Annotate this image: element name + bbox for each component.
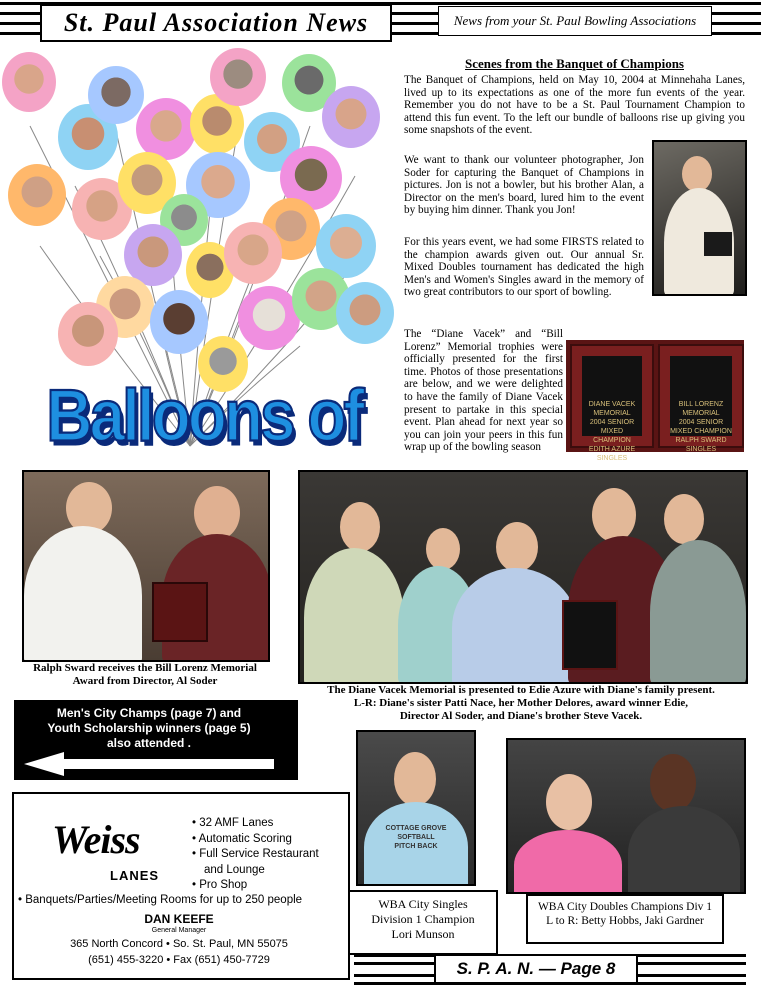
plaque-heading: DIANE VACEK MEMORIAL	[588, 401, 636, 417]
callout-line: Youth Scholarship winners (page 5)	[47, 721, 251, 735]
person-head	[194, 486, 240, 540]
ad-feature: • Automatic Scoring	[192, 832, 292, 845]
ad-banquets: • Banquets/Parties/Meeting Rooms for up to 250 people	[18, 894, 303, 906]
balloon-photo	[150, 290, 208, 354]
plaque-line: EDITH AZURE	[588, 446, 636, 453]
award-plaque	[152, 582, 208, 642]
ad-feature: and Lounge	[204, 863, 265, 876]
balloon-photo	[210, 48, 266, 106]
ad-phones: (651) 455-3220 • Fax (651) 450-7729	[88, 954, 270, 966]
lori-munson-photo	[356, 730, 476, 886]
ad-feature: • 32 AMF Lanes	[192, 817, 274, 829]
lori-caption	[348, 890, 498, 955]
callout-box	[14, 700, 298, 780]
callout-line: Men's City Champs (page 7) and	[56, 706, 242, 720]
person-head	[496, 522, 538, 572]
weiss-logo: Weiss	[52, 817, 140, 862]
ad-address: 365 North Concord • So. St. Paul, MN 55075	[70, 938, 288, 950]
doubles-caption-line: L to R: Betty Hobbs, Jaki Gardner	[546, 915, 704, 927]
person-body	[650, 540, 746, 684]
vacek-caption-line: L-R: Diane's sister Patti Nace, her Mother Delores, award winner Edie,	[353, 697, 689, 709]
person-head	[394, 752, 436, 806]
article-paragraph-1: The Banquet of Champions, held on May 10, 2004 at Minnehaha Lanes, lived up to its expectations as one of the more fun events of the year. Remember you do not have to be a St. Paul Tournament Champion to attend this fun event. To the left our bundle of balloons rise up giving you some snapshots of the event.	[404, 74, 745, 137]
balloon-collage	[0, 46, 400, 466]
plaque-line: 2004 SENIOR MIXED CHAMPION	[670, 419, 732, 435]
person-head	[426, 528, 460, 570]
vacek-family-photo	[298, 470, 748, 684]
ad-features	[192, 816, 319, 894]
plaque-line: SINGLES	[685, 446, 717, 453]
person-body	[304, 548, 404, 684]
person-head	[682, 156, 712, 192]
footer-page-label: S. P. A. N. — Page 8	[434, 954, 638, 984]
ralph-caption: Ralph Sward receives the Bill Lorenz Memorial Award from Director, Al Soder	[33, 662, 257, 687]
ad-feature: • Full Service Restaurant	[192, 848, 319, 860]
person-body	[628, 806, 740, 894]
camera-bag	[704, 232, 732, 256]
article-paragraph-2: We want to thank our volunteer photographer, Jon Soder for capturing the Banquet of Champions in pictures. Jon is not a bowler, but his brother Alan, a Director on the men's board, lured him to the event by buying him dinner. Thank you Jon!	[404, 154, 644, 217]
ralph-sward-photo	[22, 470, 270, 662]
balloon-photo	[224, 222, 282, 284]
masthead-tagline: News from your St. Paul Bowling Associations	[438, 6, 712, 36]
photographer-photo	[652, 140, 747, 296]
shirt-text: COTTAGE GROVE SOFTBALL PITCH BACK	[385, 825, 447, 850]
plaque-diane-vacek	[570, 344, 654, 462]
masthead-title: St. Paul Association News	[40, 4, 392, 42]
vacek-caption-line: The Diane Vacek Memorial is presented to Edie Azure with Diane's family present.	[327, 684, 715, 696]
article-title: Scenes from the Banquet of Champions	[465, 56, 684, 71]
person-head	[340, 502, 380, 552]
balloon-photo	[8, 164, 66, 226]
ad-manager-name: DAN KEEFE	[144, 912, 214, 926]
balloon-photo	[2, 52, 56, 112]
balloon-photo	[88, 66, 144, 124]
balloons-wordart: Balloons of	[46, 374, 362, 457]
weiss-lanes-ad	[12, 792, 350, 980]
vacek-caption	[296, 684, 746, 723]
left-arrow-icon	[24, 752, 284, 776]
person-head	[650, 754, 696, 812]
lori-caption-line: WBA City Singles	[378, 897, 468, 911]
plaque-line: 2004 SENIOR MIXED CHAMPION	[589, 419, 635, 444]
plaque-line: SINGLES	[596, 455, 628, 462]
plaque-bill-lorenz	[658, 344, 744, 453]
plaques-photo	[566, 340, 744, 462]
article-paragraph-4-text: The “Diane Vacek” and “Bill Lorenz” Memorial trophies were officially presented for the first time. Photos of those presentations are below, and we were delighted to have the family of Diane Vacek present to partake in this special event. Plan ahead for next year so you can join your peers in this fun wrap up of the bowling season	[404, 328, 563, 454]
person-body	[452, 568, 578, 684]
doubles-champions-photo	[506, 738, 746, 894]
weiss-logo-sub: LANES	[110, 868, 160, 883]
doubles-caption	[526, 894, 724, 944]
vacek-caption-line: Director Al Soder, and Diane's brother Steve Vacek.	[399, 710, 643, 722]
balloon-photo	[336, 282, 394, 344]
balloon-photo	[136, 98, 196, 160]
doubles-caption-line: WBA City Doubles Champions Div 1	[537, 901, 713, 913]
ad-manager-title: General Manager	[151, 927, 207, 934]
callout-line: also attended .	[106, 736, 192, 750]
ad-feature: • Pro Shop	[192, 879, 248, 891]
person-head	[592, 488, 636, 542]
award-plaque	[562, 600, 618, 670]
person-head	[546, 774, 592, 830]
plaque-heading: BILL LORENZ MEMORIAL	[678, 401, 724, 417]
article-paragraph-3: For this years event, we had some FIRSTS related to the champion awards given out. Our annual Sr. Mixed Doubles tournament has dedicated the high Men's and Women's Singles award in the memory of two great contributors to our sport of bowling.	[404, 236, 644, 299]
person-body	[24, 526, 142, 662]
lori-caption-line: Division 1 Champion	[371, 912, 475, 926]
balloon-photo	[58, 302, 118, 366]
plaque-line: RALPH SWARD	[675, 437, 727, 444]
balloon-photo	[322, 86, 380, 148]
person-head	[664, 494, 704, 544]
balloon-photo	[238, 286, 300, 350]
person-body	[514, 830, 622, 894]
lori-caption-line: Lori Munson	[391, 927, 455, 941]
